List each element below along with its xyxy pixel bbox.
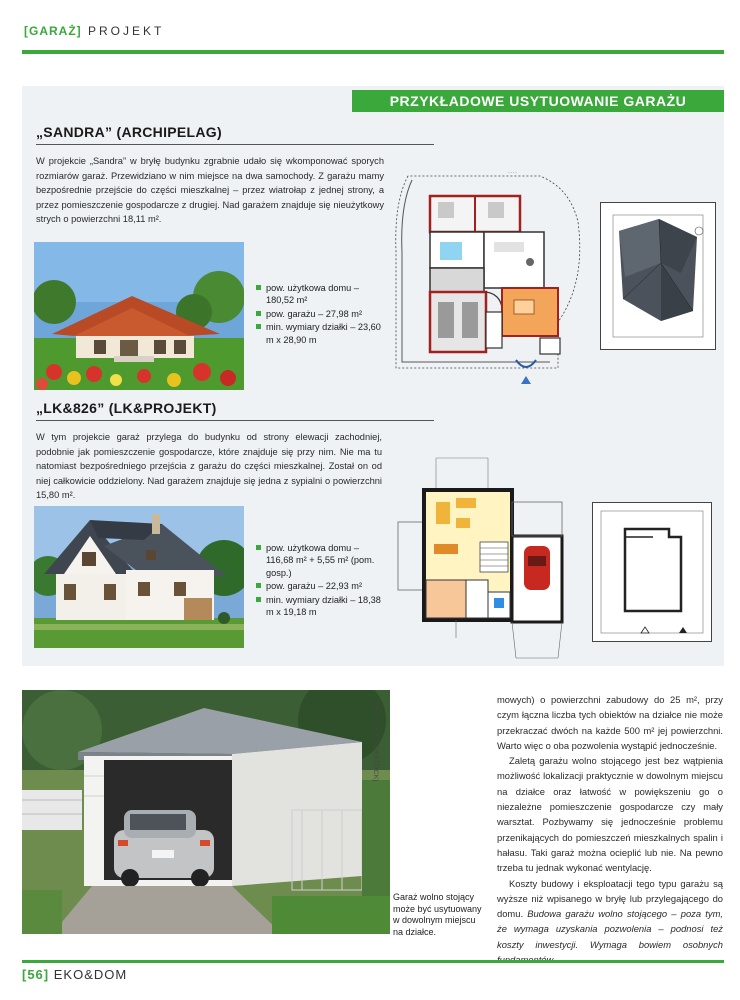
- section-label: PROJEKT: [88, 24, 165, 38]
- spec-item: pow. użytkowa domu – 180,52 m²: [256, 282, 386, 307]
- project1-description: W projekcie „Sandra” w bryłę budynku zgrabnie udało się wkomponować sporych rozmiarów garaż. Przewidziano w nim miejsce na dwa samochody. Z garażu mamy bezpośrednie przejście do części mieszkalnej – przez wiatrołap z jednej strony, a przez pomieszczenie gospodarcze z drugiej. Nad garażem znajduje się nieużytkowy strych o powierzchni 18,11 m².: [36, 156, 384, 224]
- detached-garage-photo: [22, 690, 390, 934]
- spec-item: min. wymiary działki – 23,60 m x 28,90 m: [256, 321, 386, 346]
- project1-photo: [34, 242, 244, 390]
- header-rule: [22, 50, 724, 54]
- photo-credit: [FOT. SHUTTERSTOCK]: [372, 700, 379, 782]
- article-paragraph: mowych) o powierzchni zabudowy do 25 m², przy czym łączna liczba tych obiektów na działce nie może przekraczać dwóch na każde 500 m² jej powierzchni. Warto więc o oba pozwolenia wystąpić jednocześnie.: [497, 694, 723, 751]
- project1-site-plan: [600, 202, 716, 350]
- page-header: [24, 24, 164, 38]
- spec-item: min. wymiary działki – 18,38 m x 19,18 m: [256, 594, 386, 619]
- svg-text:- - - -: - - - -: [508, 169, 517, 174]
- spec-item: pow. użytkowa domu – 116,68 m² + 5,55 m² (pom. gosp.): [256, 542, 386, 579]
- spec-item: pow. garażu – 22,93 m²: [256, 580, 386, 592]
- project1-specs: [256, 282, 386, 347]
- page-footer: [22, 967, 127, 982]
- magazine-name: EKO&DOM: [53, 967, 128, 982]
- project2-description: W tym projekcie garaż przylega do budynku od strony elewacji zachodniej, podobnie jak pomieszczenie gospodarcze, które znajduje się przy nim. Nie ma tu natomiast bezpośredniego przejścia z garażu do części mieszkalnej. Został on od niej całkowicie oddzielony. Nad garażem znajduje się jedna z sypialni o powierzchni 15,80 m².: [36, 432, 382, 500]
- project1-rule: [36, 144, 434, 145]
- page-number: [56]: [22, 967, 50, 982]
- photo-caption: Garaż wolno stojący może być usytuowany w dowolnym miejscu na działce.: [393, 892, 482, 937]
- article-column: [497, 692, 723, 967]
- article-paragraph: Zaletą garażu wolno stojącego jest bez wątpienia możliwość lokalizacji praktycznie w dowolnym miejscu na działce oraz łatwość w powiększeniu go o niezależne pomieszczenie gospodarcze czy mały warsztat. Pozbywamy się jednocześnie problemu przenikających do pomieszczeń mieszkalnych spalin i hałasu. Taki garaż można ocieplić lub nie. Na pewno trzeba tu jednak wykonać wentylację.: [497, 755, 723, 874]
- project1-floor-plan: [390, 162, 592, 386]
- spec-item: pow. garażu – 27,98 m²: [256, 308, 386, 320]
- project2-title: „LK&826” (LK&PROJEKT): [36, 400, 217, 416]
- article-paragraph: [497, 876, 723, 968]
- project2-site-plan: [592, 502, 712, 642]
- examples-banner: PRZYKŁADOWE USYTUOWANIE GARAŻU: [352, 90, 724, 112]
- project1-title: „SANDRA” (ARCHIPELAG): [36, 124, 222, 140]
- section-tag: [GARAŻ]: [24, 24, 82, 38]
- project2-photo: [34, 506, 244, 648]
- examples-box: [22, 86, 724, 666]
- project2-floor-plan: [396, 452, 592, 662]
- project2-rule: [36, 420, 434, 421]
- footer-rule: [22, 960, 724, 963]
- article-text: Koszty budowy i eksploatacji tego typu garażu są wyższe niż wpisanego w bryłę lub przylegającego do domu.: [497, 877, 723, 920]
- article-emphasis: Budowa garażu wolno stojącego – poza tym, że wymaga uzyskania pozwolenia – podnosi też koszty inwestycji. Wymaga bowiem osobnych: [497, 908, 723, 950]
- project2-specs: [256, 542, 386, 619]
